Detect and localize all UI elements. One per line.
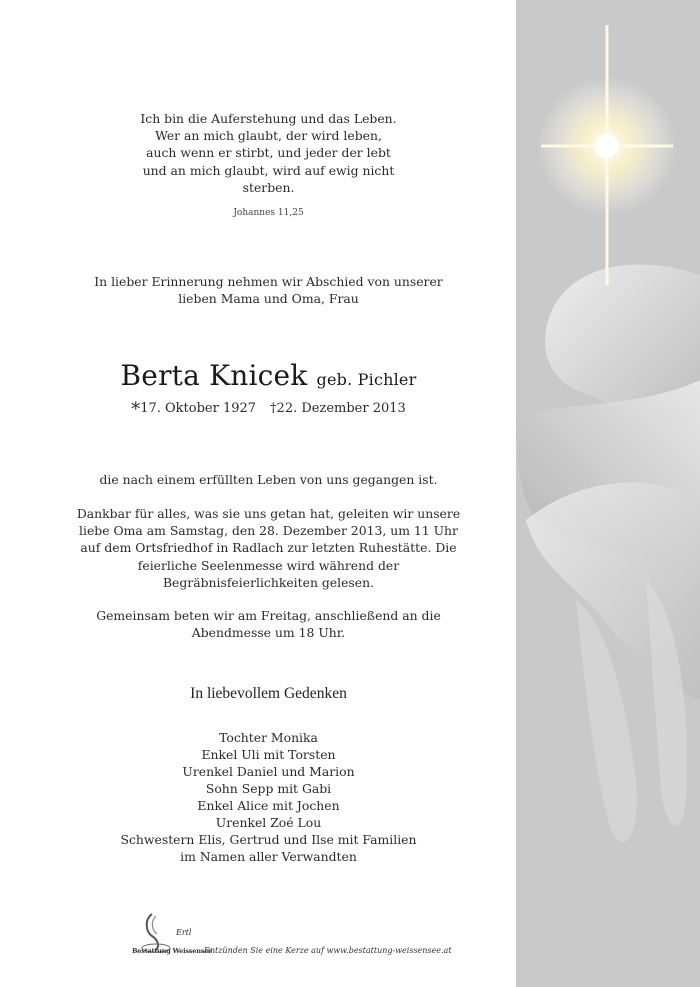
cross-and-lily-image: [516, 0, 700, 987]
verse-line: auch wenn er stirbt, und jeder der lebt: [146, 145, 391, 161]
funeral-info: [0, 505, 537, 591]
passing-text: die nach einem erfüllten Leben von uns gegangen ist.: [99, 472, 438, 487]
funeral-line: feierliche Seelenmesse wird während der: [137, 557, 400, 573]
footer: [130, 910, 460, 962]
mourner-item: Urenkel Zoé Lou: [215, 815, 322, 830]
mourner-item: im Namen aller Verwandten: [180, 849, 357, 864]
verse-line: sterben.: [242, 179, 295, 195]
funeral-line: Dankbar für alles, was sie uns getan hat, geleiten wir unsere: [76, 506, 461, 521]
funeral-line: liebe Oma am Samstag, den 28. Dezember 2013, um 11 Uhr: [79, 523, 458, 539]
deceased-name: Berta Knicek: [120, 359, 308, 392]
mourner-item: Urenkel Daniel und Marion: [182, 764, 355, 779]
life-dates: [0, 399, 537, 420]
verse-line: Ich bin die Auferstehung und das Leben.: [140, 111, 397, 126]
mourner-item: Enkel Uli mit Torsten: [201, 747, 336, 762]
funeral-line: auf dem Ortsfriedhof in Radlach zur letzten Ruhestätte. Die: [80, 540, 457, 556]
prayer-line: Abendmesse um 18 Uhr.: [191, 625, 346, 641]
mourner-item: Enkel Alice mit Jochen: [197, 798, 340, 813]
verse-reference: Johannes 11,25: [233, 208, 304, 218]
verse-line: Wer an mich glaubt, der wird leben,: [155, 128, 382, 144]
decorative-side-panel: [516, 0, 700, 987]
deceased-name-line: [0, 359, 537, 392]
bible-verse: [0, 110, 537, 196]
prayer-line: Gemeinsam beten wir am Freitag, anschließend an die: [96, 608, 441, 623]
funeral-line: Begräbnisfeierlichkeiten gelesen.: [162, 574, 375, 590]
prayer-info: [0, 607, 537, 641]
logo-brand: Ertl: [176, 928, 192, 937]
mourner-item: Sohn Sepp mit Gabi: [205, 781, 332, 796]
birth-date: 17. Oktober 1927: [140, 401, 257, 416]
verse-line: und an mich glaubt, wird auf ewig nicht: [142, 162, 395, 178]
intro-line: lieben Mama und Oma, Frau: [178, 291, 359, 307]
death-cross-icon: †: [270, 401, 277, 416]
memory-heading: In liebevollem Gedenken: [190, 685, 347, 702]
intro-line: In lieber Erinnerung nehmen wir Abschied von unserer: [94, 274, 443, 289]
death-date: 22. Dezember 2013: [276, 401, 406, 416]
birth-star-icon: *: [131, 399, 141, 420]
mourner-item: Schwestern Elis, Gertrud und Ilse mit Familien: [120, 832, 417, 847]
logo-text: Bestattung Weissensee: [132, 947, 213, 955]
candle-link-text[interactable]: Entzünden Sie eine Kerze auf www.bestattung-weissensee.at: [204, 946, 452, 955]
mourners-list: [0, 729, 537, 865]
intro-text: [0, 273, 537, 307]
maiden-name: geb. Pichler: [316, 370, 417, 389]
mourner-item: Tochter Monika: [219, 730, 318, 745]
